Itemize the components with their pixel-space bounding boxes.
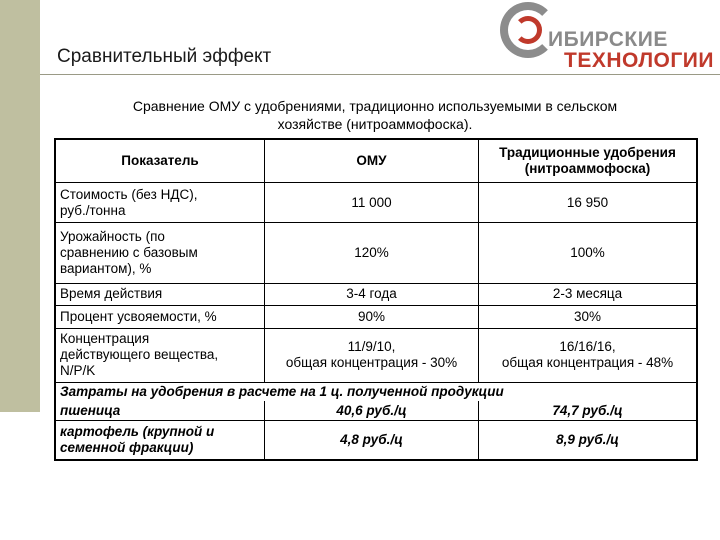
row-label: пшеница	[55, 401, 265, 420]
header-traditional-line1: Традиционные удобрения	[499, 145, 676, 161]
costs-heading-row	[55, 383, 697, 402]
header-traditional-line2: (нитроаммофоска)	[524, 161, 651, 177]
slide-title: Сравнительный эффект	[57, 46, 272, 67]
row-omu-value: 120%	[265, 223, 479, 284]
row-omu-value: 11 000	[265, 183, 479, 223]
row-label: Процент усвояемости, %	[55, 305, 265, 328]
table-row	[55, 401, 697, 420]
costs-heading: Затраты на удобрения в расчете на 1 ц. полученной продукции	[55, 383, 697, 402]
row-traditional-value: 30%	[479, 305, 698, 328]
row-label-line: действующего вещества,	[60, 347, 219, 363]
value-line: 16/16/16,	[559, 339, 616, 355]
row-traditional-value	[479, 328, 698, 382]
row-omu-value: 40,6 руб./ц	[265, 401, 479, 420]
table-row	[55, 305, 697, 328]
value-line: общая концентрация - 30%	[285, 355, 458, 371]
table-caption	[80, 97, 670, 133]
table-row	[55, 328, 697, 382]
table-row	[55, 183, 697, 223]
comparison-table	[54, 138, 698, 461]
header-traditional	[479, 139, 698, 183]
row-label-line: вариантом), %	[60, 260, 152, 276]
logo-inner-ring-icon	[514, 16, 542, 44]
caption-line1: Сравнение ОМУ с удобрениями, традиционно используемыми в сельском	[132, 98, 618, 114]
table-row	[55, 420, 697, 460]
logo-text-line1: ИБИРСКИЕ	[548, 28, 668, 51]
row-traditional-value: 2-3 месяца	[479, 283, 698, 305]
logo-text-line2: ТЕХНОЛОГИИ	[564, 49, 714, 72]
row-label-line: Стоимость (без НДС),	[60, 186, 198, 202]
value-line: общая концентрация - 48%	[501, 355, 674, 371]
row-omu-value	[265, 328, 479, 382]
table-header-row	[55, 139, 697, 183]
header-omu: ОМУ	[265, 139, 479, 183]
row-traditional-value: 74,7 руб./ц	[479, 401, 698, 420]
row-traditional-value: 8,9 руб./ц	[479, 420, 698, 460]
row-label-line: семенной фракции)	[60, 439, 194, 455]
row-label	[55, 420, 265, 460]
row-label	[55, 223, 265, 284]
table-row	[55, 223, 697, 284]
row-omu-value: 3-4 года	[265, 283, 479, 305]
row-label: Время действия	[55, 283, 265, 305]
row-label-line: N/P/K	[60, 363, 96, 379]
table-row	[55, 283, 697, 305]
header-indicator: Показатель	[55, 139, 265, 183]
row-label-line: картофель (крупной и	[60, 423, 215, 439]
title-divider	[40, 74, 720, 75]
row-label-line: Концентрация	[60, 331, 150, 347]
company-logo	[500, 2, 716, 74]
row-omu-value: 90%	[265, 305, 479, 328]
row-label	[55, 328, 265, 382]
row-label-line: руб./тонна	[60, 202, 126, 218]
row-label-line: Урожайность (по	[60, 228, 165, 244]
row-omu-value: 4,8 руб./ц	[265, 420, 479, 460]
caption-line2: хозяйстве (нитроаммофоска).	[277, 116, 473, 132]
row-label	[55, 183, 265, 223]
value-line: 11/9/10,	[347, 339, 396, 355]
row-traditional-value: 100%	[479, 223, 698, 284]
left-accent-bar	[0, 0, 40, 412]
row-label-line: сравнению с базовым	[60, 244, 198, 260]
row-traditional-value: 16 950	[479, 183, 698, 223]
